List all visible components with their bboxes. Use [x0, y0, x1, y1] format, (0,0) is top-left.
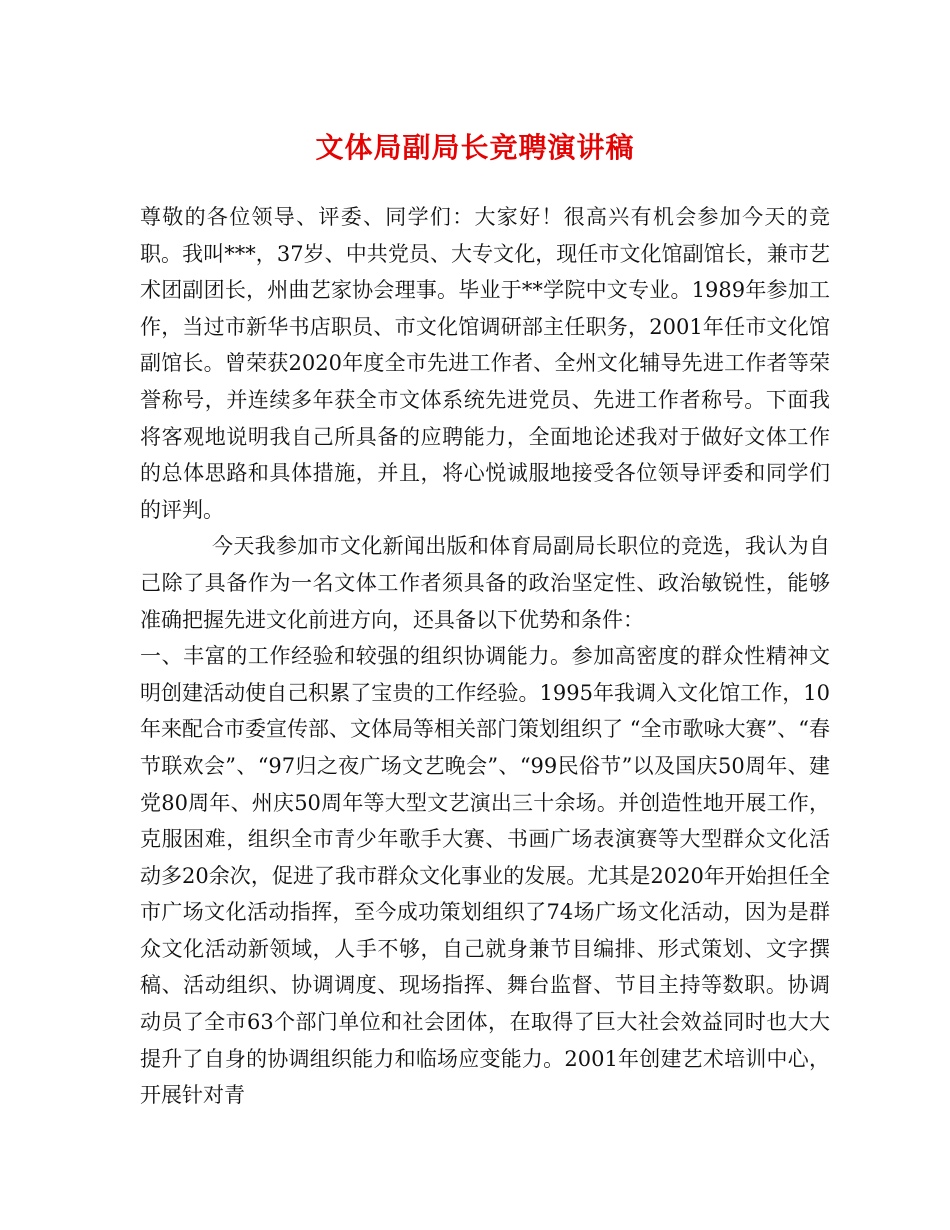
paragraph-experience: 一、丰富的工作经验和较强的组织协调能力。参加高密度的群众性精神文明创建活动使自己积累了宝贵的工作经验。1995年我调入文化馆工作，10年来配合市委宣传部、文体局等相关部门策划组织了 “全市歌咏大赛”、“春节联欢会”、“97归之夜广场文艺晚会”、“99民俗节”以及国庆50周年、建党80周年、州庆50周年等大型文艺演出三十余场。并创造性地开展工作，克服困难，组织全市青少年歌手大赛、书画广场表演赛等大型群众文化活动多20余次，促进了我市群众文化事业的发展。尤其是2020年开始担任全市广场文化活动指挥，至今成功策划组织了74场广场文化活动，因为是群众文化活动新领域，人手不够，自己就身兼节目编排、形式策划、文字撰稿、活动组织、协调调度、现场指挥、舞台监督、节目主持等数职。协调动员了全市63个部门单位和社会团体，在取得了巨大社会效益同时也大大提升了自身的协调组织能力和临场应变能力。2001年创建艺术培训中心，开展针对青	[140, 644, 830, 1108]
document-body	[140, 199, 830, 1114]
paragraph-candidacy: 今天我参加市文化新闻出版和体育局副局长职位的竞选，我认为自己除了具备作为一名文体工作者须具备的政治坚定性、政治敏锐性，能够准确把握先进文化前进方向，还具备以下优势和条件：	[140, 534, 830, 632]
document-title: 文体局副局长竞聘演讲稿	[315, 131, 635, 164]
paragraph-intro: 尊敬的各位领导、评委、同学们：大家好！很高兴有机会参加今天的竞职。我叫***，37岁、中共党员、大专文化，现任市文化馆副馆长，兼市艺术团副团长，州曲艺家协会理事。毕业于**学院中文专业。1989年参加工作，当过市新华书店职员、市文化馆调研部主任职务，2001年任市文化馆副馆长。曾荣获2020年度全市先进工作者、全州文化辅导先进工作者等荣誉称号，并连续多年获全市文体系统先进党员、先进工作者称号。下面我将客观地说明我自己所具备的应聘能力，全面地论述我对于做好文体工作的总体思路和具体措施，并且，将心悦诚服地接受各位领导评委和同学们的评判。	[140, 205, 830, 522]
